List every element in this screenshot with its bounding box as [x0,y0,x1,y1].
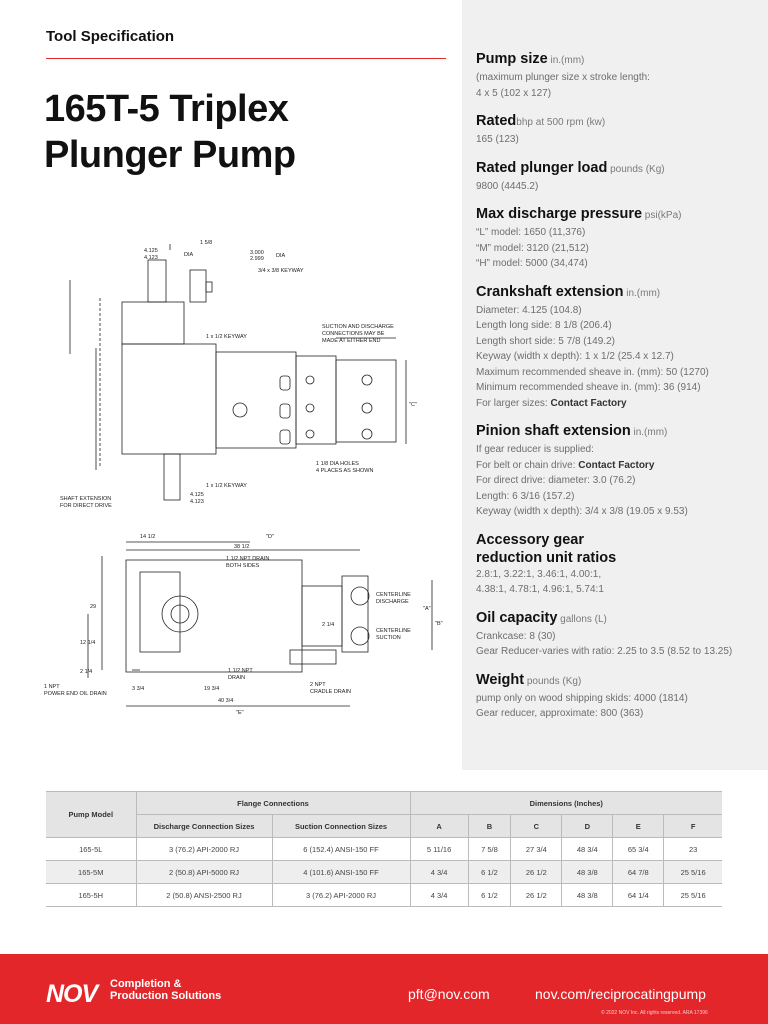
label-c: "C" [409,402,417,408]
label-dim-2999: 2.999 [250,256,264,262]
title-line-1: 165T-5 Triplex [44,88,289,130]
spec-title: Rated plunger load pounds (Kg) [476,159,665,176]
spec-title: Oil capacity gallons (L) [476,609,607,626]
label-npt-1-1: 1 NPT [44,684,60,690]
connections-dimensions-table [46,791,722,907]
spec-title: Ratedbhp at 500 rpm (kw) [476,113,606,129]
spec-panel [462,0,768,770]
label-a: "A" [423,606,431,612]
label-dim-4125: 4.125 [144,248,158,254]
spec-title: Max discharge pressure psi(kPa) [476,206,682,222]
label-suction-note-3: MADE AT EITHER END [322,338,381,344]
spec-list [476,50,762,733]
header-dimensions: Dimensions (Inches) [410,792,722,815]
pinion-shaft [190,270,206,302]
pump-drawing-svg [40,230,455,720]
suction-flange [351,627,369,645]
header-dim-a: A [410,815,468,838]
manifold-block [336,360,396,442]
left-column [0,0,462,770]
spec-oil-capacity: Oil capacity gallons (L) Crankcase: 8 (30) Gear Reducer-varies with ratio: 2.25 to 3.5 (8.52 to 13.25) [476,609,762,660]
label-dim-29: 29 [90,604,97,610]
crankshaft-bottom-extension [164,454,180,500]
label-npt-drain-1: 1 1/2 NPT DRAIN [226,556,270,562]
email-link[interactable]: pft@nov.com [408,986,490,1002]
label-keyway-bottom: 1 x 1/2 KEYWAY [206,483,247,489]
center-bore [233,403,247,417]
spec-weight: Weight pounds (Kg) pump only on wood shipping skids: 4000 (1814) Gear reducer, approximate: 800 (363) [476,671,762,722]
spec-rated: Ratedbhp at 500 rpm (kw) 165 (123) [476,112,762,148]
discharge-flange [351,587,369,605]
label-dia-a: DIA [184,252,194,258]
label-suction-note-2: CONNECTIONS MAY BE [322,331,385,337]
spec-title: Weight pounds (Kg) [476,671,582,688]
label-dim-14-12: 14 1/2 [140,534,156,540]
header-dim-b: B [468,815,511,838]
label-holes-2: 4 PLACES AS SHOWN [316,468,374,474]
label-dia-b: DIA [276,253,286,259]
label-dim-4123: 4.123 [144,255,158,261]
label-centerline-suction-2: SUCTION [376,635,401,641]
label-shaft-ext-2: FOR DIRECT DRIVE [60,503,112,509]
header-suction: Suction Connection Sizes [272,815,410,838]
label-npt-2-2: CRADLE DRAIN [310,689,351,695]
header-dim-c: C [511,815,562,838]
label-dim-19-34: 19 3/4 [204,686,220,692]
header-discharge: Discharge Connection Sizes [136,815,272,838]
nov-logo: NOV [46,980,98,1008]
copyright-text: © 2022 NOV Inc. All rights reserved. ARA 17396 [601,1010,708,1016]
side-view-body [126,560,302,672]
label-dim-38-12: 38 1/2 [234,544,250,550]
label-npt-small-1: 1 1/2 NPT [228,668,253,674]
brand-name: Completion & Production Solutions [110,978,222,1002]
crankshaft-housing-top [122,302,184,344]
website-link[interactable]: nov.com/reciprocatingpump [535,986,706,1002]
label-centerline-suction-1: CENTERLINE [376,628,411,634]
spec-accessory-gear: Accessory gear reduction unit ratios 2.8:1, 3.22:1, 3.46:1, 4.00:1, 4.38:1, 4.78:1, 4.96:1, 5.74:1 [476,531,762,598]
table-row: 165-5M 2 (50.8) API-5000 RJ 4 (101.6) ANSI-150 FF 4 3/4 6 1/2 26 1/2 48 3/8 64 7/8 25 5/16 [46,861,722,884]
header-dim-e: E [613,815,664,838]
label-b: "B" [435,621,443,627]
label-centerline-discharge-1: CENTERLINE [376,592,411,598]
power-end-body [122,344,216,454]
label-dim-4123-b: 4.123 [190,499,204,505]
technical-drawing [40,230,455,720]
spec-pinion-shaft-extension: Pinion shaft extension in.(mm) If gear reducer is supplied: For belt or chain drive: Contact Factory For direct drive: diameter: 3.0 (76.2) Length: 6 3/16 (157.2) Keyway (width x depth): 3/4 x 3/8 (19.05 x 9.53) [476,422,762,520]
spec-crankshaft-extension: Crankshaft extension in.(mm) Diameter: 4.125 (104.8) Length long side: 8 1/8 (206.4) Length short side: 5 7/8 (149.2) Keyway (width x depth): 1 x 1/2 (25.4 x 12.7) Maximum recommended sheave in. (mm): 50 (1270) Minimum recommended sheave in. (mm): 36 (914) For larger sizes: Contact Factory [476,283,762,412]
label-dim-3000: 3.000 [250,250,264,256]
label-dim-158: 1 5/8 [200,240,213,246]
label-centerline-discharge-2: DISCHARGE [376,599,409,605]
spec-max-discharge-pressure: Max discharge pressure psi(kPa) “L” model: 1650 (11,376) “M” model: 3120 (21,512) “H” model: 5000 (34,474) [476,205,762,272]
page-title [44,86,296,178]
model-table [46,791,722,907]
frame-body [216,352,296,448]
label-npt-2-1: 2 NPT [310,682,326,688]
table-row: 165-5H 2 (50.8) ANSI-2500 RJ 3 (76.2) API-2000 RJ 4 3/4 6 1/2 26 1/2 48 3/8 64 1/4 25 5/16 [46,884,722,907]
label-dim-2-14: 2 1/4 [322,622,335,628]
fluid-end-block [296,356,336,444]
label-keyway-top: 1 x 1/2 KEYWAY [206,334,247,340]
spec-rated-plunger-load: Rated plunger load pounds (Kg) 9800 (4445.2) [476,159,762,195]
section-label: Tool Specification [46,28,175,45]
header-dim-d: D [562,815,613,838]
label-dim-4125-b: 4.125 [190,492,204,498]
crankshaft-extension [148,260,166,302]
label-npt-1-2: POWER END OIL DRAIN [44,691,107,697]
label-suction-note-1: SUCTION AND DISCHARGE [322,324,394,330]
header-flange-connections: Flange Connections [136,792,410,815]
label-keyway-34: 3/4 x 3/8 KEYWAY [258,268,304,274]
label-d: "D" [266,534,274,540]
table-row: 165-5L 3 (76.2) API-2000 RJ 6 (152.4) ANSI-150 FF 5 11/16 7 5/8 27 3/4 48 3/4 65 3/4 23 [46,838,722,861]
label-dim-12-14: 12 1/4 [80,640,96,646]
spec-title-line-2: reduction unit ratios [476,549,617,566]
label-npt-drain-2: BOTH SIDES [226,563,260,569]
label-dim-3-34: 3 3/4 [132,686,145,692]
label-dim-40-34: 40 3/4 [218,698,234,704]
spec-pump-size: Pump size in.(mm) (maximum plunger size x stroke length: 4 x 5 (102 x 127) [476,50,762,101]
title-line-2: Plunger Pump [44,134,296,176]
header-pump-model: Pump Model [46,792,136,838]
spec-title: Crankshaft extension in.(mm) [476,283,661,300]
label-npt-small-2: DRAIN [228,675,246,681]
label-dim-2-14-b: 2 1/4 [80,669,93,675]
label-holes-1: 1 1/8 DIA HOLES [316,461,359,467]
label-shaft-ext-1: SHAFT EXTENSION [60,496,112,502]
label-e: "E" [236,710,244,716]
spec-title: Accessory gear [476,531,585,548]
header-dim-f: F [664,815,722,838]
spec-title: Pump size in.(mm) [476,51,585,67]
footer-bar [0,954,768,1024]
red-divider [46,58,446,59]
spec-title: Pinion shaft extension in.(mm) [476,423,668,439]
